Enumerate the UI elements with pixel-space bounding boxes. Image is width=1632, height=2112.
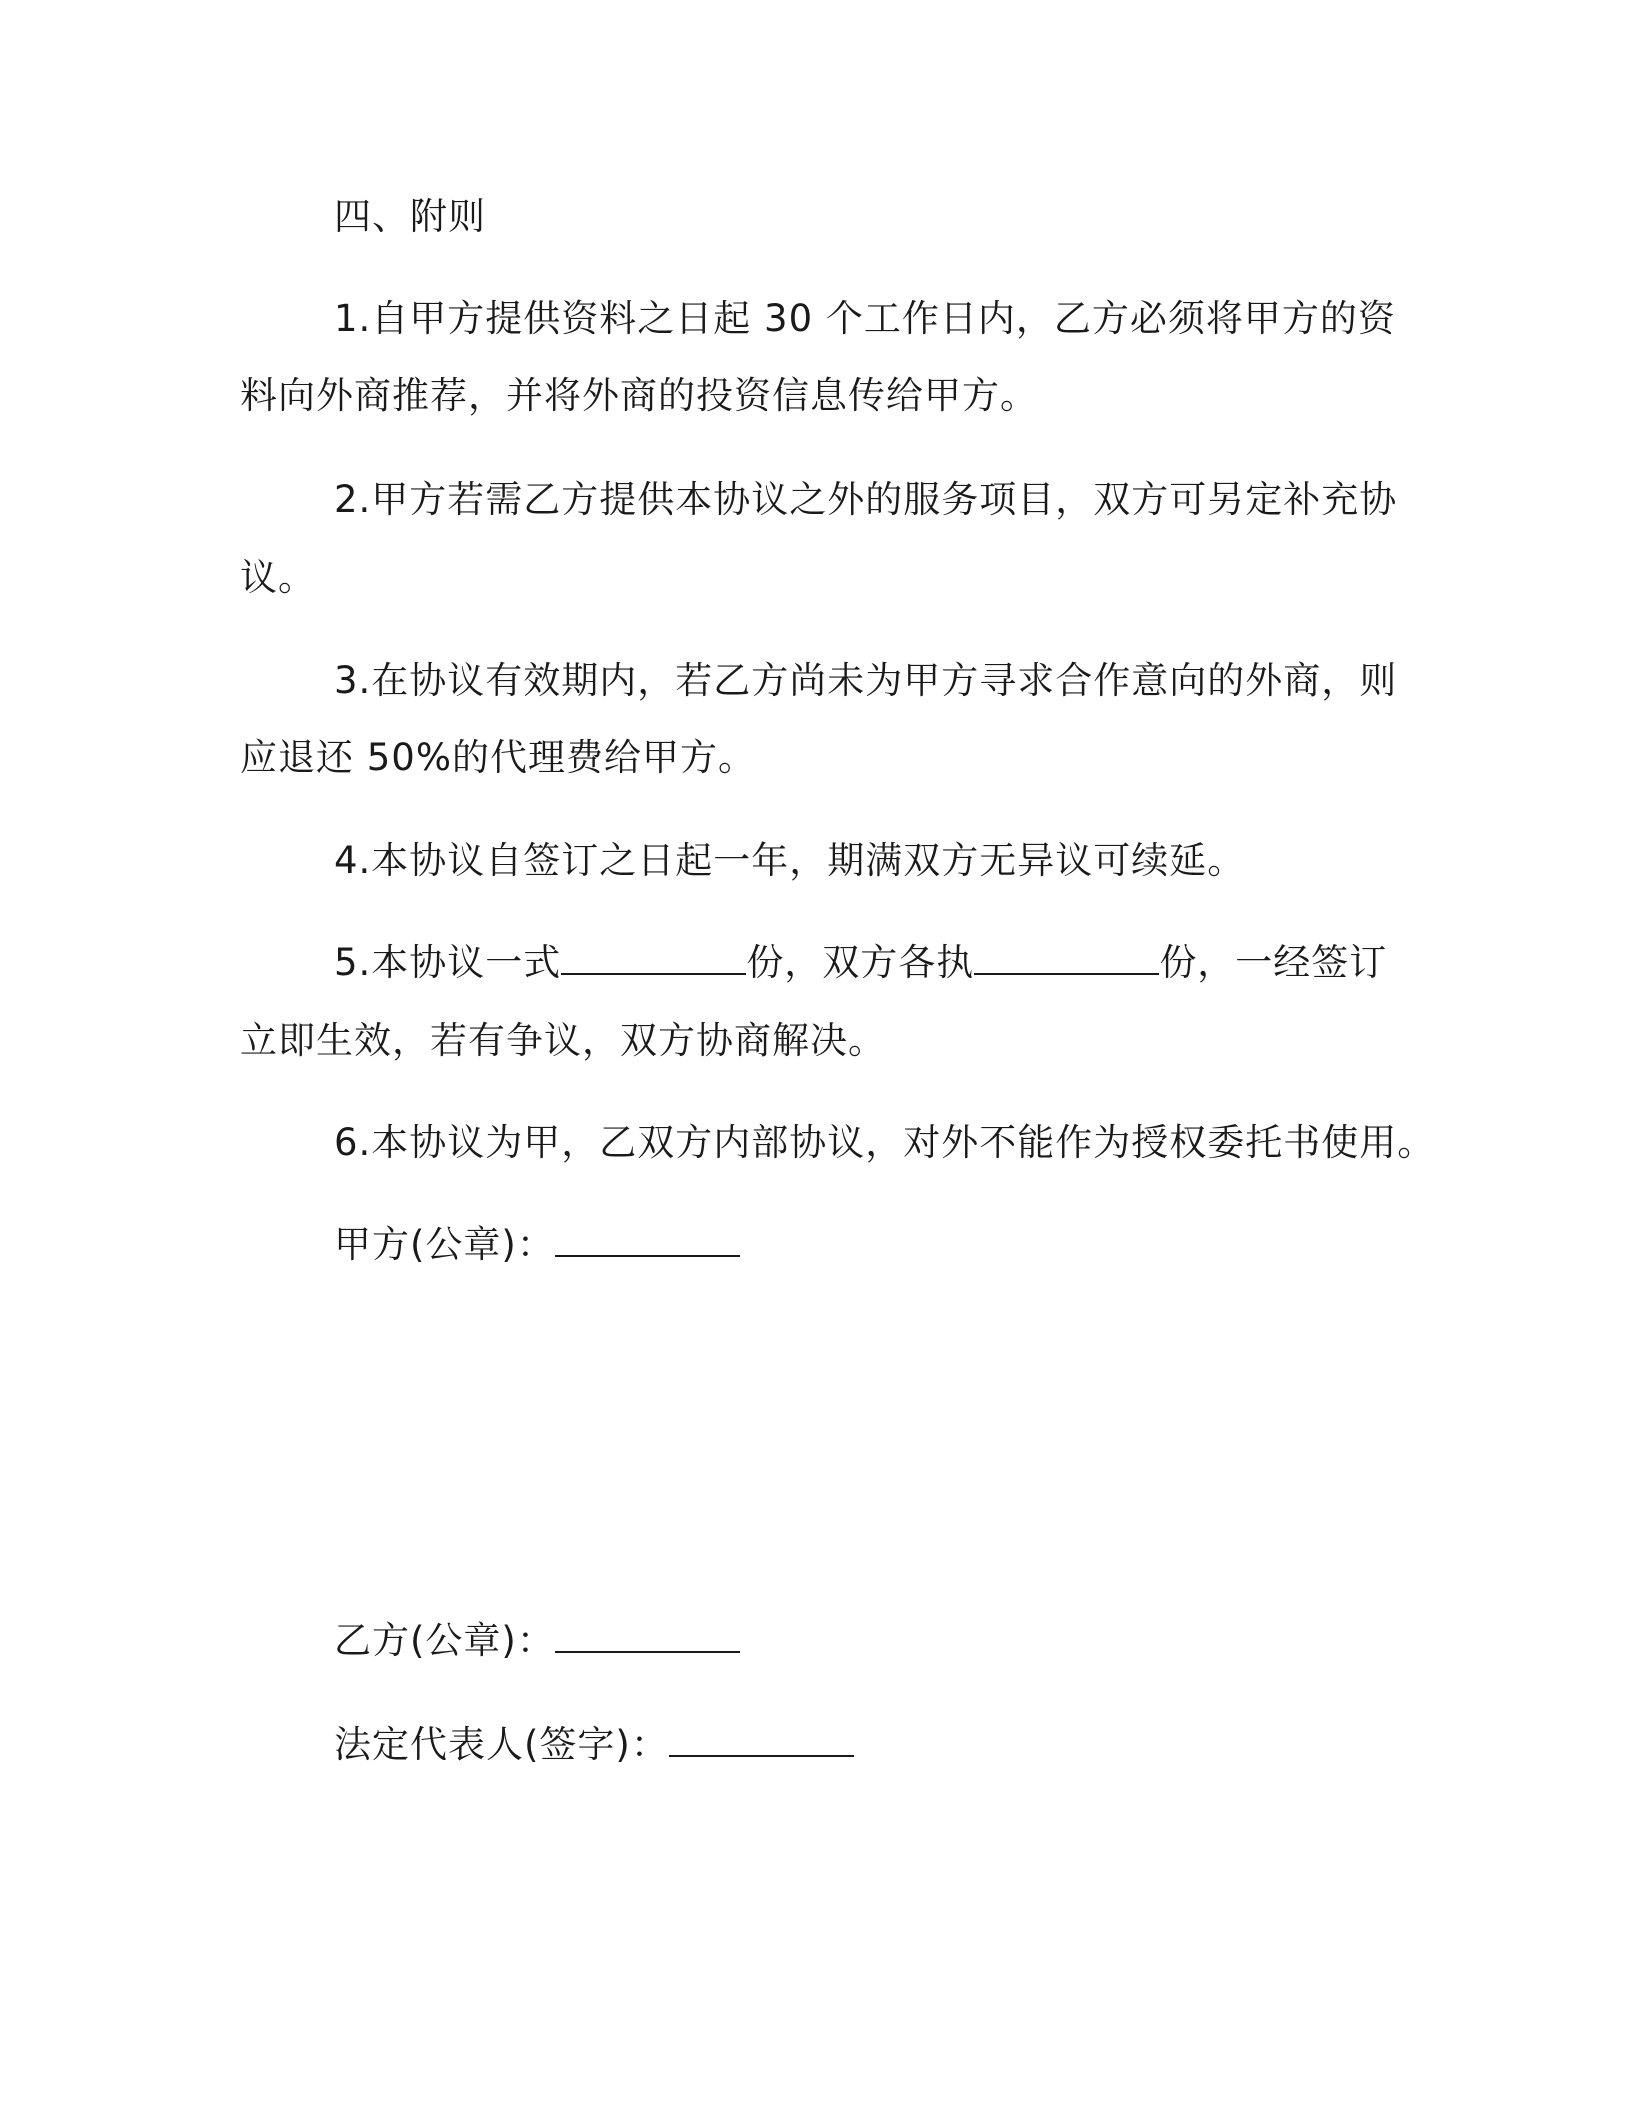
clause-3-line-2: 应退还 50%的代理费给甲方。	[240, 736, 756, 779]
copies-each-blank	[974, 943, 1159, 975]
legal-rep-blank	[669, 1725, 854, 1757]
party-b-signature	[334, 1618, 1494, 1664]
clause-5-text-c: 份，一经签订	[1159, 941, 1388, 984]
legal-rep-signature	[334, 1722, 1494, 1768]
copies-total-blank	[561, 943, 746, 975]
party-a-blank	[555, 1225, 740, 1257]
section-title: 四、附则	[334, 195, 486, 238]
party-b-label: 乙方(公章)：	[334, 1619, 555, 1662]
party-a-label: 甲方(公章)：	[334, 1223, 555, 1266]
legal-rep-label: 法定代表人(签字)：	[334, 1723, 669, 1766]
party-b-blank	[555, 1621, 740, 1653]
clause-3-line-1: 3.在协议有效期内，若乙方尚未为甲方寻求合作意向的外商，则	[334, 659, 1398, 702]
clause-6-line-1: 6.本协议为甲，乙双方内部协议，对外不能作为授权委托书使用。	[334, 1121, 1436, 1164]
clause-2-line-2: 议。	[240, 556, 316, 599]
clause-4-line-1: 4.本协议自签订之日起一年，期满双方无异议可续延。	[334, 839, 1246, 882]
clause-5-line-1	[334, 940, 1494, 986]
clause-1-line-1: 1.自甲方提供资料之日起 30 个工作日内，乙方必须将甲方的资	[334, 297, 1396, 340]
clause-5-text-b: 份，双方各执	[746, 941, 975, 984]
clause-2-line-1: 2.甲方若需乙方提供本协议之外的服务项目，双方可另定补充协	[334, 478, 1398, 521]
clause-5-text-a: 5.本协议一式	[334, 941, 562, 984]
party-a-signature	[334, 1222, 1494, 1268]
clause-1-line-2: 料向外商推荐，并将外商的投资信息传给甲方。	[240, 374, 1038, 417]
clause-5-line-2: 立即生效，若有争议，双方协商解决。	[240, 1019, 886, 1062]
